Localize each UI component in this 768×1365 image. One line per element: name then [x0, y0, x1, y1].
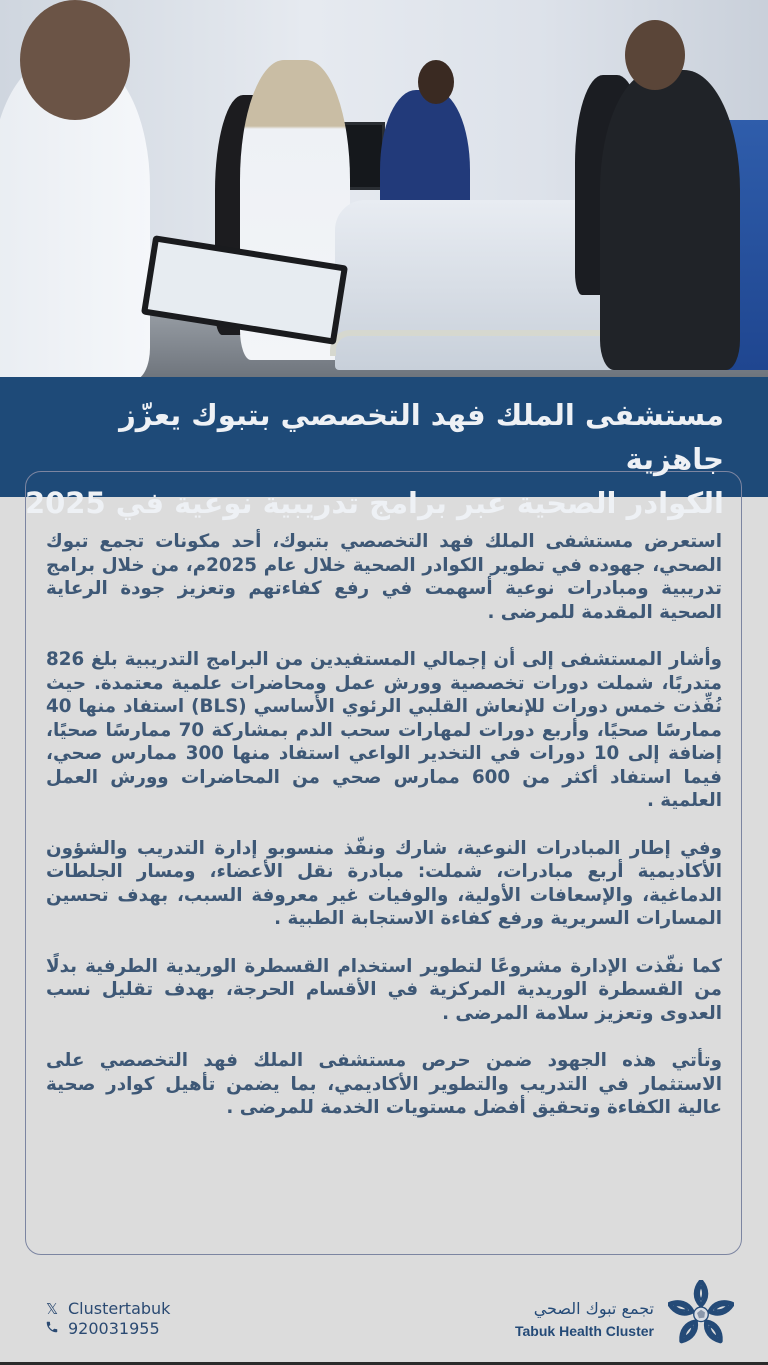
x-account-link[interactable] [44, 1299, 170, 1319]
photo-person-head [20, 0, 130, 120]
article-body [46, 530, 722, 1144]
brand-name-arabic: تجمع تبوك الصحي [533, 1299, 654, 1318]
title-line-1: مستشفى الملك فهد التخصصي بتبوك يعزّز جاهزية [119, 398, 724, 476]
x-icon: 𝕏 [45, 1300, 59, 1318]
photo-bed-rail [330, 330, 632, 356]
paragraph-5: وتأتي هذه الجهود ضمن حرص مستشفى الملك فهد التخصصي على الاستثمار في التدريب والتطوير الأكاديمي، بما يضمن تأهيل كوادر صحية عالية الكفاءة وتحقيق أفضل مستويات الخدمة للمرضى . [46, 1050, 722, 1118]
phone-link[interactable] [44, 1319, 170, 1339]
x-handle: Clustertabuk [68, 1299, 171, 1318]
brand-name-english: Tabuk Health Cluster [515, 1323, 654, 1339]
hero-photo [0, 0, 768, 377]
paragraph-4: كما نفّذت الإدارة مشروعًا لتطوير استخدام القسطرة الوريدية الطرفية بدلًا من القسطرة الوريدية المركزية في الأقسام الحرجة، بهدف تقليل نسب العدوى وتعزيز سلامة المرضى . [46, 955, 722, 1024]
photo-person-head [418, 60, 454, 104]
page-title [24, 393, 724, 525]
paragraph-1: استعرض مستشفى الملك فهد التخصصي بتبوك، أحد مكونات تجمع تبوك الصحي، جهوده في تطوير الكوادر الصحية خلال عام 2025م، من خلال برامج تدريبية ومبادرات نوعية أسهمت في رفع كفاءتهم وتعزيز جودة الرعاية الصحية المقدمة للمرضى . [46, 531, 722, 623]
photo-person [600, 70, 740, 370]
phone-icon [44, 1319, 60, 1339]
brand-name [515, 1298, 654, 1342]
phone-number: 920031955 [68, 1319, 160, 1338]
paragraph-3: وفي إطار المبادرات النوعية، شارك ونفّذ منسوبو إدارة التدريب والشؤون الأكاديمية أربع مبادرات، شملت: مبادرة نقل الأعضاء، ومسار الجلطات الدماغية، والإسعافات الأولية، والوفيات غير معروفة السبب، بهدف تحسين المسارات السريرية ورفع كفاءة الاستجابة الطبية . [46, 837, 722, 929]
star-logo-icon [668, 1280, 734, 1346]
paragraph-2: وأشار المستشفى إلى أن إجمالي المستفيدين من البرامج التدريبية بلغ 826 متدربًا، شملت دورات تخصصية وورش عمل ومحاضرات علمية معتمدة. حيث نُفِّذت خمس دورات للإنعاش القلبي الرئوي الأساسي (BLS) استفاد منها 40 ممارسًا صحيًا، وأربع دورات لمهارات سحب الدم بمشاركة 70 ممارسًا صحيًا، إضافة إلى 10 دورات في التخدير الواعي استفاد منها 300 ممارس صحي، فيما استفاد أكثر من 600 ممارس صحي من المحاضرات وورش العمل العلمية . [46, 649, 723, 811]
contact-info [44, 1299, 170, 1339]
photo-person-head [625, 20, 685, 90]
title-line-2: الكوادر الصحية عبر برامج تدريبية نوعية في 2025 [24, 486, 724, 520]
